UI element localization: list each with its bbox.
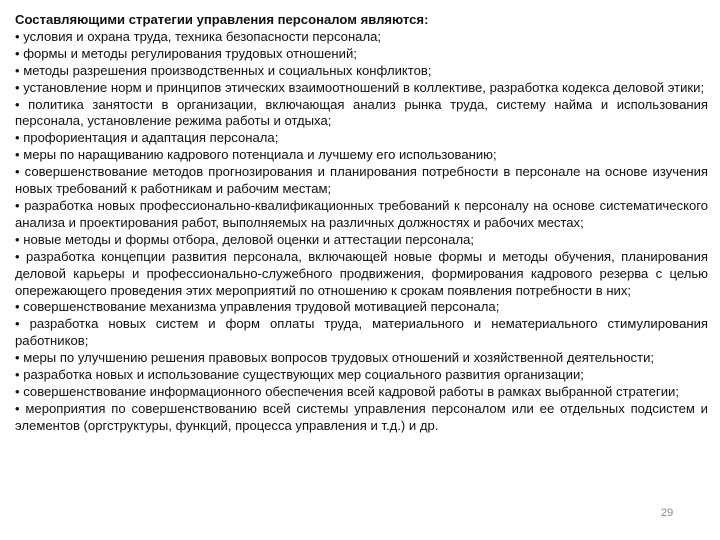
list-item: • совершенствование информационного обеспечения всей кадровой работы в рамках выбранной стратегии; [15,383,679,399]
list-item: • мероприятия по совершенствованию всей системы управления персоналом или ее отдельных подсистем и элементов (оргструктуры, функций, процесса управления и т.д.) и др. [15,400,708,433]
list-item: • разработка концепции развития персонала, включающей новые формы и методы обучения, планирования деловой карьеры и профессионально-служебного продвижения, формирования кадрового резерва с целью опережающего проведения этих мероприятий по отношению к срокам появления потребности в них; [15,248,708,298]
list-item: • разработка новых профессионально-квалификационных требований к персоналу на основе систематического анализа и проектирования работ, выполняемых на различных должностях и рабочих местах; [15,197,708,230]
list-item: • совершенствование методов прогнозирования и планирования потребности в персонале на основе изучения новых требований к работникам и рабочим местам; [15,164,708,197]
slide-title: Составляющими стратегии управления персоналом являются: [15,12,429,27]
list-item: • разработка новых и использование существующих мер социального развития организации; [15,367,584,383]
list-item: • меры по наращиванию кадрового потенциала и лучшему его использованию; [15,147,497,163]
list-item: • меры по улучшению решения правовых вопросов трудовых отношений и хозяйственной деятельности; [15,350,655,366]
slide-content [15,12,708,435]
list-item: • условия и охрана труда, техника безопасности персонала; [15,28,382,44]
list-item: • разработка новых систем и форм оплаты труда, материального и нематериального стимулирования работников; [15,316,708,349]
list-item: • методы разрешения производственных и социальных конфликтов; [15,62,432,78]
list-item: • профориентация и адаптация персонала; [15,130,279,146]
list-item: • новые методы и формы отбора, деловой оценки и аттестации персонала; [15,231,475,247]
page-number: 29 [661,507,674,519]
list-item: • совершенствование механизма управления трудовой мотивацией персонала; [15,299,500,315]
list-item: • формы и методы регулирования трудовых отношений; [15,45,357,61]
list-item: • политика занятости в организации, включающая анализ рынка труда, систему найма и использования персонала, установление режима работы и отдыха; [15,96,708,129]
list-item: • установление норм и принципов этических взаимоотношений в коллективе, разработка кодекса деловой этики; [15,79,705,95]
